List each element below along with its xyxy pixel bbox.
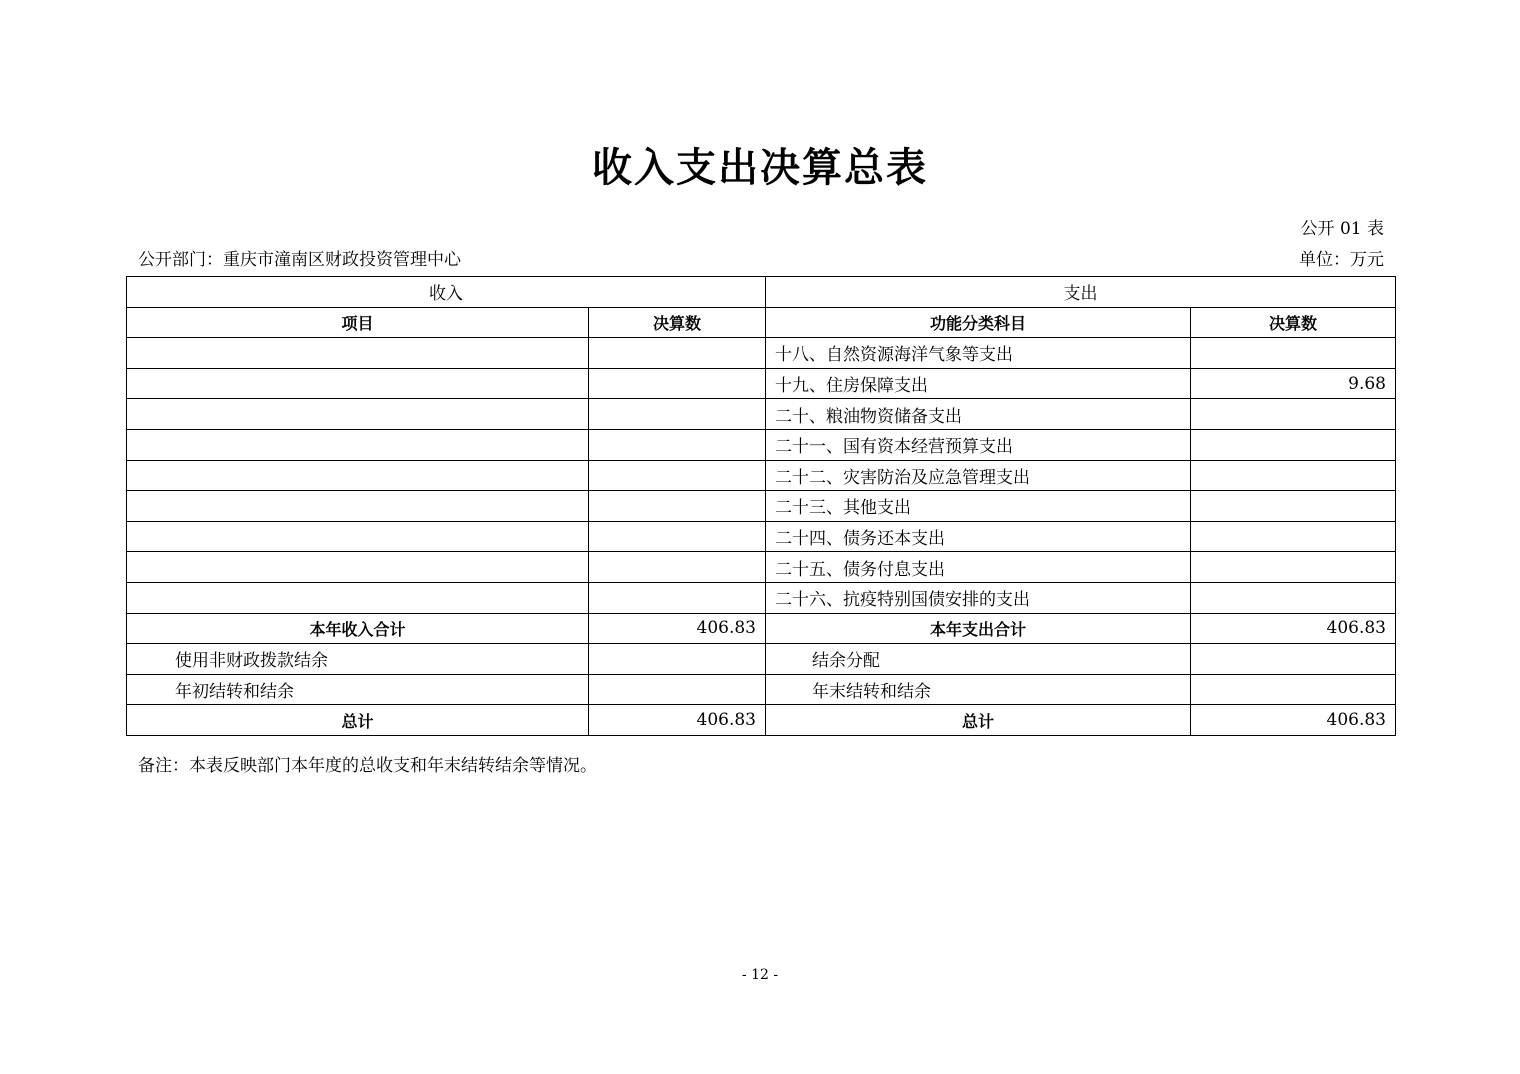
table-row xyxy=(127,582,1396,613)
year-expense-total-value: 406.83 xyxy=(1191,613,1396,644)
expense-amount-cell xyxy=(1191,582,1396,613)
unit-label: 单位：万元 xyxy=(1299,250,1384,270)
income-amount-cell xyxy=(589,399,766,430)
expense-amount-cell xyxy=(1191,429,1396,460)
expense-amount-cell xyxy=(1191,491,1396,522)
begin-balance-value xyxy=(589,674,766,705)
income-amount-cell xyxy=(589,368,766,399)
income-item-cell xyxy=(127,521,589,552)
year-total-row xyxy=(127,613,1396,644)
year-income-total-value: 406.83 xyxy=(589,613,766,644)
department-label: 公开部门：重庆市潼南区财政投资管理中心 xyxy=(138,250,461,270)
income-item-cell xyxy=(127,491,589,522)
income-item-cell xyxy=(127,368,589,399)
function-item-cell: 二十二、灾害防治及应急管理支出 xyxy=(766,460,1191,491)
income-amount-cell xyxy=(589,429,766,460)
grand-expense-total: 406.83 xyxy=(1191,705,1396,736)
grand-income-total: 406.83 xyxy=(589,705,766,736)
balance-row xyxy=(127,674,1396,705)
expense-header: 支出 xyxy=(766,277,1396,308)
use-nonfiscal-value xyxy=(589,644,766,675)
income-item-cell xyxy=(127,582,589,613)
function-item-cell: 二十一、国有资本经营预算支出 xyxy=(766,429,1191,460)
col-expense-amount-header: 决算数 xyxy=(1191,307,1396,338)
income-amount-cell xyxy=(589,338,766,369)
expense-amount-cell: 9.68 xyxy=(1191,368,1396,399)
table-row xyxy=(127,338,1396,369)
function-item-cell: 十九、住房保障支出 xyxy=(766,368,1191,399)
function-item-cell: 二十六、抗疫特别国债安排的支出 xyxy=(766,582,1191,613)
income-amount-cell xyxy=(589,521,766,552)
year-income-total-label: 本年收入合计 xyxy=(127,613,589,644)
surplus-distribution-label: 结余分配 xyxy=(766,644,1191,675)
end-balance-label: 年末结转和结余 xyxy=(766,674,1191,705)
function-item-cell: 二十三、其他支出 xyxy=(766,491,1191,522)
nonfiscal-row xyxy=(127,644,1396,675)
col-function-header: 功能分类科目 xyxy=(766,307,1191,338)
income-item-cell xyxy=(127,460,589,491)
year-expense-total-label: 本年支出合计 xyxy=(766,613,1191,644)
table-row xyxy=(127,552,1396,583)
income-amount-cell xyxy=(589,552,766,583)
begin-balance-label: 年初结转和结余 xyxy=(127,674,589,705)
page-number: - 12 - xyxy=(741,967,779,983)
income-amount-cell xyxy=(589,460,766,491)
function-item-cell: 二十、粮油物资储备支出 xyxy=(766,399,1191,430)
col-income-amount-header: 决算数 xyxy=(589,307,766,338)
header-row-group xyxy=(127,277,1396,308)
expense-amount-cell xyxy=(1191,460,1396,491)
table-row xyxy=(127,521,1396,552)
expense-amount-cell xyxy=(1191,552,1396,583)
use-nonfiscal-label: 使用非财政拨款结余 xyxy=(127,644,589,675)
surplus-distribution-value xyxy=(1191,644,1396,675)
col-item-header: 项目 xyxy=(127,307,589,338)
income-amount-cell xyxy=(589,491,766,522)
table-row xyxy=(127,491,1396,522)
table-row xyxy=(127,399,1396,430)
income-header: 收入 xyxy=(127,277,766,308)
income-item-cell xyxy=(127,552,589,583)
income-item-cell xyxy=(127,429,589,460)
expense-amount-cell xyxy=(1191,399,1396,430)
income-amount-cell xyxy=(589,582,766,613)
budget-table xyxy=(126,276,1396,736)
function-item-cell: 二十四、债务还本支出 xyxy=(766,521,1191,552)
table-row xyxy=(127,429,1396,460)
function-item-cell: 二十五、债务付息支出 xyxy=(766,552,1191,583)
expense-amount-cell xyxy=(1191,521,1396,552)
income-item-cell xyxy=(127,338,589,369)
table-row xyxy=(127,368,1396,399)
function-item-cell: 十八、自然资源海洋气象等支出 xyxy=(766,338,1191,369)
form-number: 公开 01 表 xyxy=(1300,219,1384,239)
grand-expense-label: 总计 xyxy=(766,705,1191,736)
footnote: 备注：本表反映部门本年度的总收支和年末结转结余等情况。 xyxy=(138,756,597,776)
grand-income-label: 总计 xyxy=(127,705,589,736)
grand-total-row xyxy=(127,705,1396,736)
table-row xyxy=(127,460,1396,491)
end-balance-value xyxy=(1191,674,1396,705)
page-title: 收入支出决算总表 xyxy=(592,144,928,191)
expense-amount-cell xyxy=(1191,338,1396,369)
income-item-cell xyxy=(127,399,589,430)
header-row-columns xyxy=(127,307,1396,338)
